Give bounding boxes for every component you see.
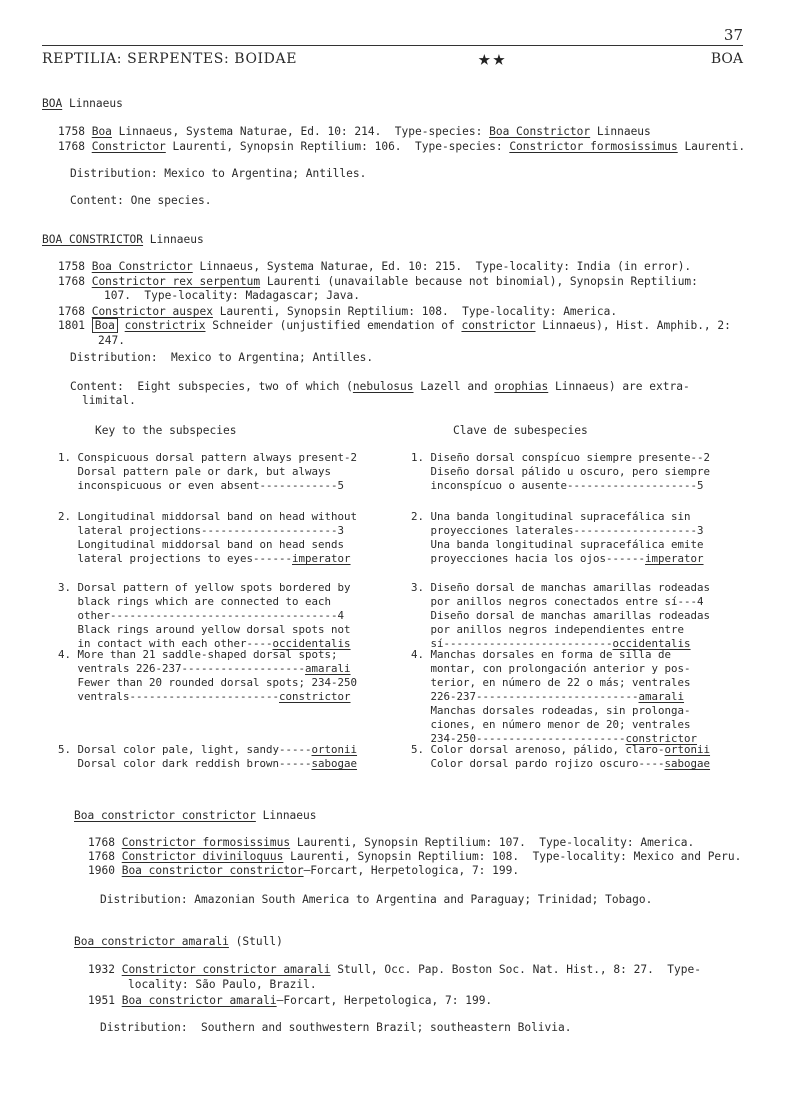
ssp-amarali-synonym-2: 1951 Boa constrictor amarali—Forcart, Herpetologica, 7: 199. [88,994,493,1007]
ssp-constrictor-synonym-1: 1768 Constrictor formosissimus Laurenti, Synopsin Reptilium: 107. Type-locality: America. [88,836,695,849]
key-en-couplet-5: 5. Dorsal color pale, light, sandy-----ortonii Dorsal color dark reddish brown-----sabogae [58,743,358,770]
key-es-couplet-3: 3. Diseño dorsal de manchas amarillas rodeadas por anillos negros conectados entre sí---4 Diseño dorsal de manchas amarillas rodeadas por anillos negros independientes entre sí--------------------------occidentalis [411,581,711,650]
key-en-couplet-2: 2. Longitudinal middorsal band on head without lateral projections---------------------3 Longitudinal middorsal band on head sends lateral projections to eyes------imperator [58,510,358,565]
ssp-constrictor-synonym-3: 1960 Boa constrictor constrictor—Forcart, Herpetologica, 7: 199. [88,864,520,877]
ssp-amarali-distribution: Distribution: Southern and southwestern Brazil; southeastern Bolivia. [100,1021,572,1034]
species-synonym-3: 1768 Constrictor auspex Laurenti, Synopsin Reptilium: 108. Type-locality: America. [58,305,618,318]
ssp-constrictor-distribution: Distribution: Amazonian South America to Argentina and Paraguay; Trinidad; Tobago. [100,893,653,906]
species-content-cont: limital. [82,394,136,407]
genus-heading: BOA Linnaeus [42,97,123,110]
species-synonym-2-cont: 107. Type-locality: Madagascar; Java. [104,289,360,302]
ssp-amarali-synonym-1: 1932 Constrictor constrictor amarali Stull, Occ. Pap. Boston Soc. Nat. Hist., 8: 27. Type- [88,963,701,976]
header-rule [42,45,743,46]
species-synonym-1: 1758 Boa Constrictor Linnaeus, Systema Naturae, Ed. 10: 215. Type-locality: India (in error). [58,260,692,273]
genus-distribution: Distribution: Mexico to Argentina; Antilles. [70,167,367,180]
key-title-en: Key to the subspecies [95,424,237,437]
boxed-genus: Boa [92,318,118,333]
key-en-couplet-3: 3. Dorsal pattern of yellow spots bordered by black rings which are connected to each other-----------------------------------4 Black rings around yellow dorsal spots not in contact with each other----occidentalis [58,581,351,650]
species-heading: BOA CONSTRICTOR Linnaeus [42,233,204,246]
species-distribution: Distribution: Mexico to Argentina; Antilles. [70,351,374,364]
key-es-couplet-5: 5. Color dorsal arenoso, pálido, claro-ortonii Color dorsal pardo rojizo oscuro----sabogae [411,743,711,770]
key-title-es: Clave de subespecies [453,424,588,437]
key-en-couplet-1: 1. Conspicuous dorsal pattern always present-2 Dorsal pattern pale or dark, but always inconspicuous or even absent------------5 [58,451,358,492]
ssp-amarali-synonym-1-cont: locality: São Paulo, Brazil. [128,978,317,991]
running-right-title: BOA [710,51,743,67]
key-es-couplet-1: 1. Diseño dorsal conspícuo siempre presente--2 Diseño dorsal pálido u oscuro, pero siempre inconspícuo o ausente--------------------5 [411,451,711,492]
genus-synonym-1: 1758 Boa Linnaeus, Systema Naturae, Ed. 10: 214. Type-species: Boa Constrictor Linnaeus [58,125,651,138]
stars-icon: ★★ [478,46,508,70]
key-es-couplet-2: 2. Una banda longitudinal supracefálica sin proyecciones laterales-------------------3 Una banda longitudinal supracefálica emite proyecciones hacia los ojos------imperator [411,510,704,565]
key-en-couplet-4: 4. More than 21 saddle-shaped dorsal spots; ventrals 226-237-------------------amarali Fewer than 20 rounded dorsal spots; 234-250 ventrals-----------------------constrictor [58,648,358,703]
species-synonym-4-cont: 247. [98,334,125,347]
running-title: REPTILIA: SERPENTES: BOIDAE [42,51,298,67]
species-synonym-4: 1801 Boa constrictrix Schneider (unjustified emendation of constrictor Linnaeus), Hist. Amphib., 2: [58,319,731,332]
page-number: 37 [723,26,743,44]
subspecies-heading-amarali: Boa constrictor amarali (Stull) [74,935,283,948]
key-es-couplet-4: 4. Manchas dorsales en forma de silla de montar, con prolongación anterior y pos- terior, en número de 22 o más; ventrales 226-237-------------------------amarali Manchas dorsales rodeadas, sin prolonga- ciones, en número menor de 20; ventrales 234-250-----------------------constrictor [411,648,698,745]
subspecies-heading-constrictor: Boa constrictor constrictor Linnaeus [74,809,317,822]
species-synonym-2: 1768 Constrictor rex serpentum Laurenti (unavailable because not binomial), Synopsin Reptilium: [58,275,698,288]
ssp-constrictor-synonym-2: 1768 Constrictor diviniloquus Laurenti, Synopsin Reptilium: 108. Type-locality: Mexico and Peru. [88,850,742,863]
genus-synonym-2: 1768 Constrictor Laurenti, Synopsin Reptilium: 106. Type-species: Constrictor formosissimus Laurenti. [58,140,746,153]
species-content: Content: Eight subspecies, two of which (nebulosus Lazell and orophias Linnaeus) are extra- [70,380,690,393]
genus-content: Content: One species. [70,194,212,207]
